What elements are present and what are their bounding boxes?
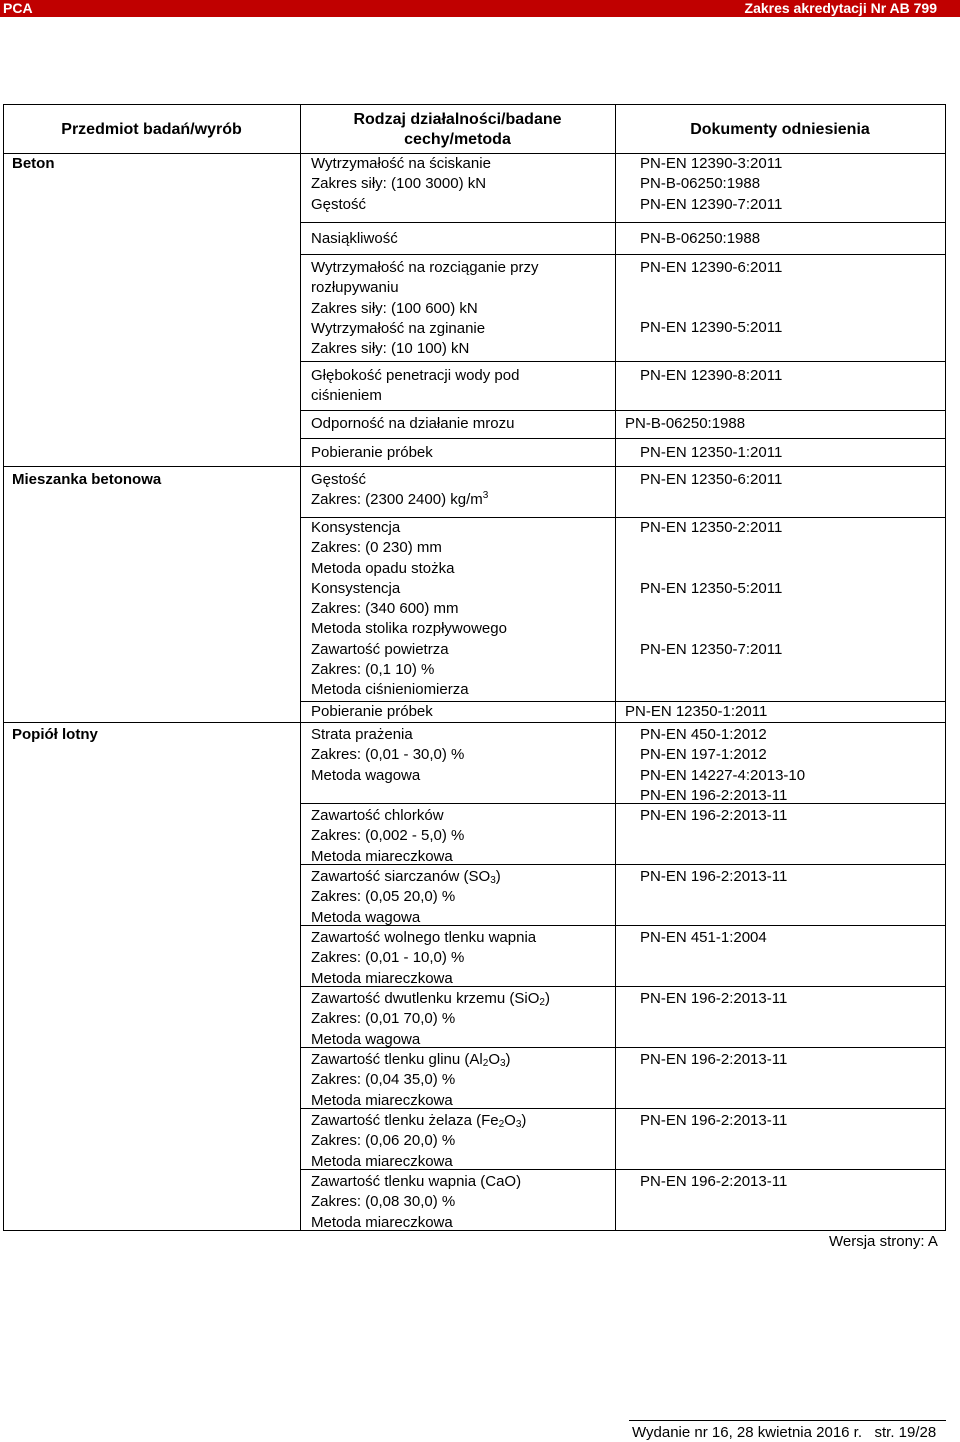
- method-line: rozłupywaniu: [311, 279, 399, 297]
- subject-popiol-lotny: Popiół lotny: [12, 726, 98, 743]
- table-top-border: [3, 104, 946, 105]
- document-ref: PN-EN 12390-5:2011: [640, 319, 783, 336]
- method-line: Wytrzymałość na rozciąganie przy: [311, 259, 539, 276]
- method-cell: [311, 366, 519, 407]
- page-header-bar: [0, 0, 960, 17]
- document-ref: PN-EN 12350-5:2011: [640, 580, 783, 597]
- method-line: Metoda wagowa: [311, 908, 421, 926]
- col-divider-1: [300, 104, 301, 1231]
- method-line: Zawartość tlenku wapnia (CaO): [311, 1173, 522, 1190]
- method-line: Gęstość: [311, 471, 367, 488]
- method-line: Zawartość wolnego tlenku wapnia: [311, 929, 537, 946]
- document-ref: PN-EN 451-1:2004: [640, 929, 767, 946]
- page-footer: Wydanie nr 16, 28 kwietnia 2016 r. str. 19/28: [632, 1424, 937, 1441]
- table-right-border: [945, 104, 946, 1231]
- method-line: Zakres: (0 230) mm: [311, 539, 442, 557]
- method-line: Zakres siły: (100 600) kN: [311, 299, 478, 317]
- method-line: Zakres siły: (10 100) kN: [311, 340, 470, 358]
- subject-mieszanka-betonowa: Mieszanka betonowa: [12, 471, 162, 488]
- document-ref: PN-EN 12390-3:2011: [640, 155, 783, 172]
- document-ref: PN-EN 196-2:2013-11: [640, 1173, 788, 1190]
- row-divider: [300, 361, 946, 362]
- method-line: Zakres: (0,08 30,0) %: [311, 1193, 456, 1211]
- method-line: Strata prażenia: [311, 726, 413, 743]
- column-header-documents: Dokumenty odniesienia: [690, 121, 870, 138]
- method-cell: [311, 928, 536, 989]
- method-line: Zawartość powietrza: [311, 640, 449, 658]
- document-ref: PN-B-06250:1988: [640, 175, 761, 193]
- method-line: Metoda miareczkowa: [311, 969, 453, 987]
- method-line: Zawartość dwutlenku krzemu (SiO$_2$): [311, 990, 550, 1008]
- column-header-subject: Przedmiot badań/wyrób: [61, 121, 242, 138]
- method-cell: [311, 989, 550, 1050]
- document-ref: PN-EN 196-2:2013-11: [640, 1051, 788, 1068]
- method-cell: Nasiąkliwość: [311, 230, 398, 247]
- document-ref: PN-EN 196-2:2013-11: [640, 807, 788, 824]
- document-ref: PN-EN 12390-8:2011: [640, 367, 783, 384]
- method-line: Wytrzymałość na ściskanie: [311, 155, 491, 172]
- method-line: Zakres siły: (100 3000) kN: [311, 175, 487, 193]
- method-line: Zawartość tlenku glinu $(Al_2O_3)$: [311, 1051, 511, 1069]
- document-ref: PN-B-06250:1988: [640, 230, 761, 247]
- method-line: Metoda miareczkowa: [311, 847, 453, 865]
- document-ref: PN-EN 12350-1:2011: [640, 444, 783, 461]
- row-divider: [300, 438, 946, 439]
- document-ref: PN-EN 197-1:2012: [640, 746, 767, 764]
- row-divider: [300, 410, 946, 411]
- method-cell: [311, 725, 464, 786]
- method-cell: [311, 1050, 511, 1111]
- method-line: Zakres: (0,06 20,0) %: [311, 1132, 456, 1150]
- method-line: Metoda wagowa: [311, 1030, 421, 1048]
- row-divider: [300, 222, 946, 223]
- column-header-activity: [300, 110, 615, 150]
- method-cell: [311, 1111, 526, 1172]
- method-line: Zakres: (0,002 - 5,0) %: [311, 827, 465, 845]
- method-cell: [311, 518, 507, 701]
- method-cell: [311, 867, 501, 928]
- document-ref: PN-EN 12350-6:2011: [640, 471, 783, 488]
- document-ref: PN-EN 196-2:2013-11: [640, 1112, 788, 1129]
- method-line: Zakres: (2300 2400) $kg/m^3$: [311, 490, 489, 509]
- row-divider: [300, 803, 946, 804]
- method-line: Wytrzymałość na zginanie: [311, 319, 486, 337]
- method-line: Metoda wagowa: [311, 766, 421, 784]
- row-divider: [3, 722, 946, 723]
- method-line: ciśnieniem: [311, 387, 382, 405]
- method-cell: [311, 258, 538, 359]
- method-line: Zawartość tlenku żelaza $(Fe_2O_3)$: [311, 1112, 527, 1130]
- column-header-activity-line1: Rodzaj działalności/badane: [353, 111, 562, 128]
- footer-divider: [629, 1420, 946, 1421]
- method-line: Zakres: (340 600) mm: [311, 600, 459, 618]
- method-line: Metoda miareczkowa: [311, 1091, 453, 1109]
- method-line: Gęstość: [311, 195, 367, 213]
- method-line: Zakres: (0,01 - 10,0) %: [311, 949, 465, 967]
- column-header-activity-line2: cechy/metoda: [404, 131, 511, 148]
- row-divider: [3, 466, 946, 467]
- method-line: Konsystencja: [311, 519, 401, 536]
- method-line: Zakres: (0,1 10) %: [311, 661, 435, 679]
- method-line: Metoda stolika rozpływowego: [311, 620, 507, 638]
- document-ref: PN-EN 196-2:2013-11: [640, 990, 788, 1007]
- header-org: PCA: [3, 0, 33, 16]
- method-line: Głębokość penetracji wody pod: [311, 367, 520, 384]
- page-version: Wersja strony: A: [829, 1233, 938, 1250]
- subject-beton: Beton: [12, 155, 55, 172]
- document-ref: PN-EN 12350-1:2011: [625, 703, 768, 720]
- method-line: Zakres: (0,01 - 30,0) %: [311, 746, 465, 764]
- document-cell: [640, 725, 805, 806]
- method-cell: [311, 1172, 521, 1233]
- document-ref: PN-EN 450-1:2012: [640, 726, 767, 743]
- method-line: Zawartość siarczanów $(SO_3)$: [311, 868, 501, 886]
- col-divider-2: [615, 104, 616, 1231]
- document-cell: [640, 154, 782, 215]
- header-title: Zakres akredytacji Nr AB 799: [744, 0, 937, 16]
- method-cell: Pobieranie próbek: [311, 703, 433, 720]
- method-line: Metoda miareczkowa: [311, 1213, 453, 1231]
- table-left-border: [3, 104, 4, 1231]
- method-cell: [311, 154, 491, 215]
- method-cell: [311, 806, 464, 867]
- document-ref: PN-EN 12350-7:2011: [640, 641, 783, 658]
- document-ref: PN-EN 12390-7:2011: [640, 195, 783, 213]
- method-line: Metoda ciśnieniomierza: [311, 681, 469, 699]
- method-line: Konsystencja: [311, 579, 401, 597]
- document-ref: PN-EN 12390-6:2011: [640, 259, 783, 276]
- document-ref: PN-EN 196-2:2013-11: [640, 786, 788, 804]
- document-ref: PN-EN 196-2:2013-11: [640, 868, 788, 885]
- method-cell: Odporność na działanie mrozu: [311, 415, 515, 432]
- method-line: Zakres: (0,04 35,0) %: [311, 1071, 456, 1089]
- method-line: Zakres: (0,01 70,0) %: [311, 1010, 456, 1028]
- document-ref: PN-EN 14227-4:2013-10: [640, 766, 806, 784]
- document-ref: PN-EN 12350-2:2011: [640, 519, 783, 536]
- method-line: Zakres: (0,05 20,0) %: [311, 888, 456, 906]
- method-cell: [311, 470, 488, 511]
- method-line: Metoda opadu stożka: [311, 559, 455, 577]
- method-line: Zawartość chlorków: [311, 807, 444, 824]
- document-ref: PN-B-06250:1988: [625, 415, 746, 432]
- method-line: Metoda miareczkowa: [311, 1152, 453, 1170]
- row-divider: [300, 254, 946, 255]
- method-cell: Pobieranie próbek: [311, 444, 433, 461]
